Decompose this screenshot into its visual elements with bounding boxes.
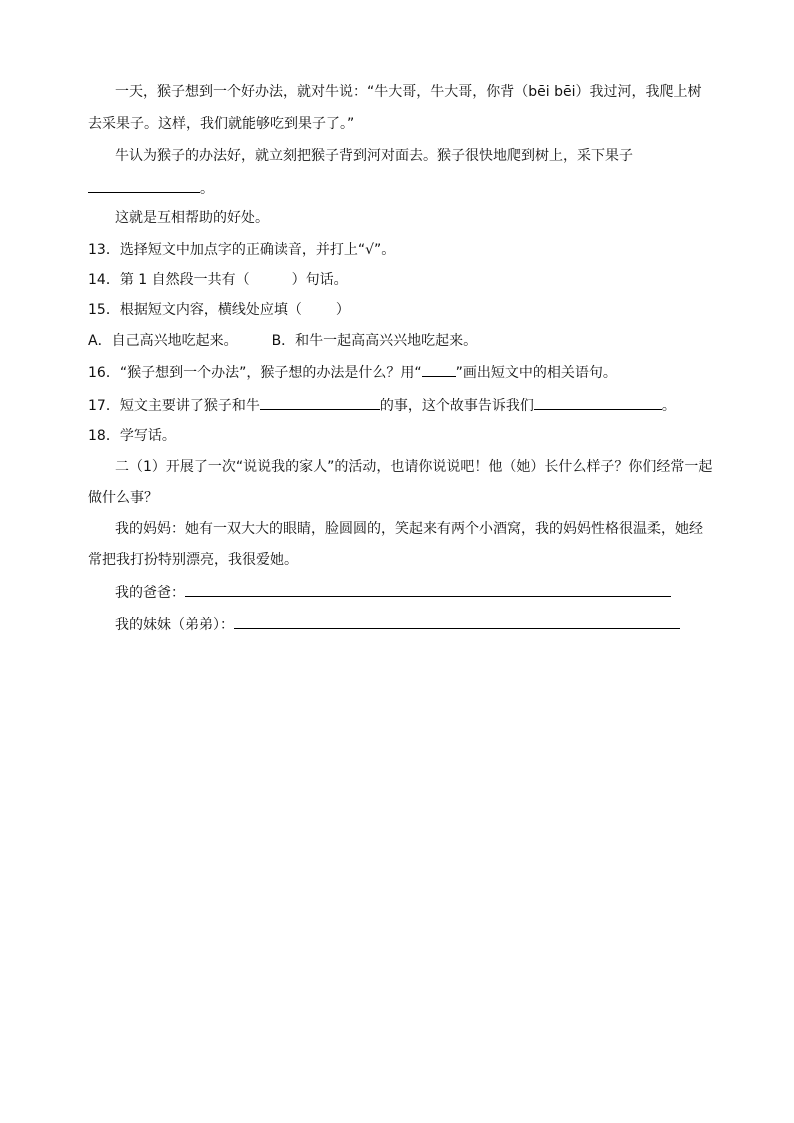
story-paragraph-2-line-1: 牛认为猴子的办法好，就立刻把猴子背到河对面去。猴子很快地爬到树上，采下果子	[115, 148, 633, 164]
question-text: ”画出短文中的相关语句。	[455, 365, 617, 381]
question-text: 的事，这个故事告诉我们	[379, 398, 534, 414]
story-paragraph-1-line-1	[115, 82, 702, 102]
question-text: 15．根据短文内容，横线处应填（	[88, 302, 302, 318]
question-17	[88, 395, 676, 416]
answer-blank[interactable]	[534, 395, 662, 410]
underline-symbol	[422, 364, 456, 377]
writing-example-line-2: 常把我打扮特别漂亮，我很爱她。	[88, 552, 298, 568]
story-paragraph-3: 这就是互相帮助的好处。	[115, 210, 269, 226]
story-text: ）我过河，我爬上树	[575, 84, 702, 100]
writing-prompt-line-1: 二（1）开展了一次“说说我的家人”的活动，也请你说说吧！他（她）长什么样子？你们经常一起	[115, 459, 713, 475]
question-15-options	[88, 331, 477, 351]
writing-example-line-1: 我的妈妈：她有一双大大的眼睛，脸圆圆的，笑起来有两个小酒窝，我的妈妈性格很温柔，她经	[115, 521, 703, 537]
question-16	[88, 363, 617, 383]
question-13: 13．选择短文中加点字的正确读音，并打上“√”。	[88, 242, 396, 258]
answer-blank[interactable]	[260, 395, 380, 410]
question-14	[88, 270, 348, 290]
dad-label: 我的爸爸：	[115, 585, 185, 601]
story-paragraph-1-line-2: 去采果子。这样，我们就能够吃到果子了。”	[88, 116, 355, 132]
option-a[interactable]: A．自己高兴地吃起来。	[88, 333, 238, 349]
sibling-label: 我的妹妹（弟弟）：	[115, 617, 234, 633]
question-text: ）句话。	[291, 272, 348, 288]
question-15	[88, 300, 350, 320]
pinyin-text: bēi bēi	[528, 84, 576, 100]
sibling-answer-line[interactable]	[234, 614, 680, 629]
writing-prompt-line-2: 做什么事？	[88, 490, 158, 506]
question-text: 14．第 1 自然段一共有（	[88, 272, 250, 288]
dad-writing-row	[115, 582, 671, 603]
question-18: 18．学写话。	[88, 428, 176, 444]
story-text: 。	[200, 181, 214, 197]
question-text: ）	[335, 302, 350, 318]
story-text: 一天，猴子想到一个好办法，就对牛说：“牛大哥，牛大哥，你背（	[115, 84, 529, 100]
question-text: 。	[661, 398, 676, 414]
option-b[interactable]: B．和牛一起高高兴兴地吃起来。	[271, 333, 478, 349]
question-text: 17．短文主要讲了猴子和牛	[88, 398, 260, 414]
dad-answer-line[interactable]	[185, 582, 671, 597]
story-paragraph-2-line-2	[88, 178, 214, 199]
question-text: 16．“猴子想到一个办法”，猴子想的办法是什么？用“	[88, 365, 422, 381]
answer-blank[interactable]	[88, 178, 200, 193]
sibling-writing-row	[115, 614, 680, 635]
